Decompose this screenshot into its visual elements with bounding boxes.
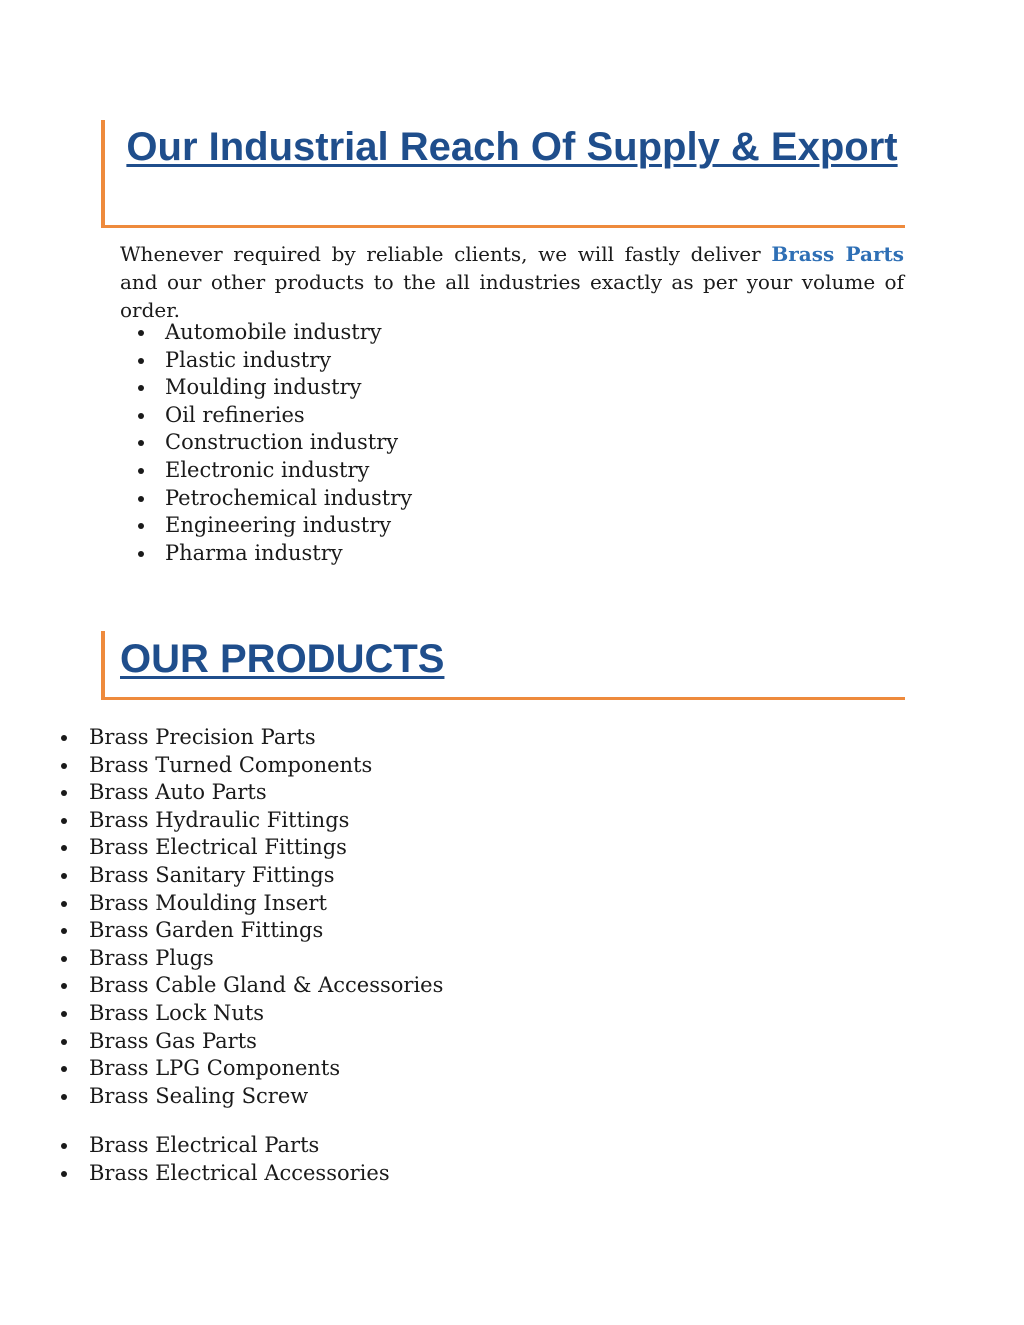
- intro-paragraph: [120, 240, 904, 324]
- list-item: Brass Gas Parts: [89, 1028, 443, 1056]
- industrial-reach-heading: Our Industrial Reach Of Supply & Export: [126, 125, 898, 169]
- list-item: Petrochemical industry: [165, 485, 412, 513]
- brass-parts-link[interactable]: Brass Parts: [771, 242, 904, 266]
- intro-text-before: Whenever required by reliable clients, we will fastly deliver: [120, 242, 772, 266]
- list-item: Brass LPG Components: [89, 1055, 443, 1083]
- intro-text-after: and our other products to the all industries exactly as per your volume of order.: [120, 270, 904, 322]
- list-item: Brass Lock Nuts: [89, 1000, 443, 1028]
- products-extra-list: [89, 1132, 390, 1187]
- list-item: Brass Moulding Insert: [89, 890, 443, 918]
- list-item: Automobile industry: [165, 319, 412, 347]
- list-item: Brass Turned Components: [89, 752, 443, 780]
- list-item: Brass Plugs: [89, 945, 443, 973]
- list-item: Oil refineries: [165, 402, 412, 430]
- list-item: Brass Hydraulic Fittings: [89, 807, 443, 835]
- list-item: Brass Garden Fittings: [89, 917, 443, 945]
- list-item: Construction industry: [165, 429, 412, 457]
- products-heading: OUR PRODUCTS: [120, 637, 445, 681]
- list-item: Moulding industry: [165, 374, 412, 402]
- list-item: Plastic industry: [165, 347, 412, 375]
- list-item: Brass Auto Parts: [89, 779, 443, 807]
- list-item: Brass Electrical Fittings: [89, 834, 443, 862]
- list-item: Electronic industry: [165, 457, 412, 485]
- products-list: [89, 724, 443, 1110]
- list-item: Brass Electrical Accessories: [89, 1160, 390, 1188]
- list-item: Brass Electrical Parts: [89, 1132, 390, 1160]
- list-item: Brass Sealing Screw: [89, 1083, 443, 1111]
- list-item: Brass Sanitary Fittings: [89, 862, 443, 890]
- list-item: Pharma industry: [165, 540, 412, 568]
- industries-list: [165, 319, 412, 567]
- list-item: Brass Cable Gland & Accessories: [89, 972, 443, 1000]
- list-item: Brass Precision Parts: [89, 724, 443, 752]
- list-item: Engineering industry: [165, 512, 412, 540]
